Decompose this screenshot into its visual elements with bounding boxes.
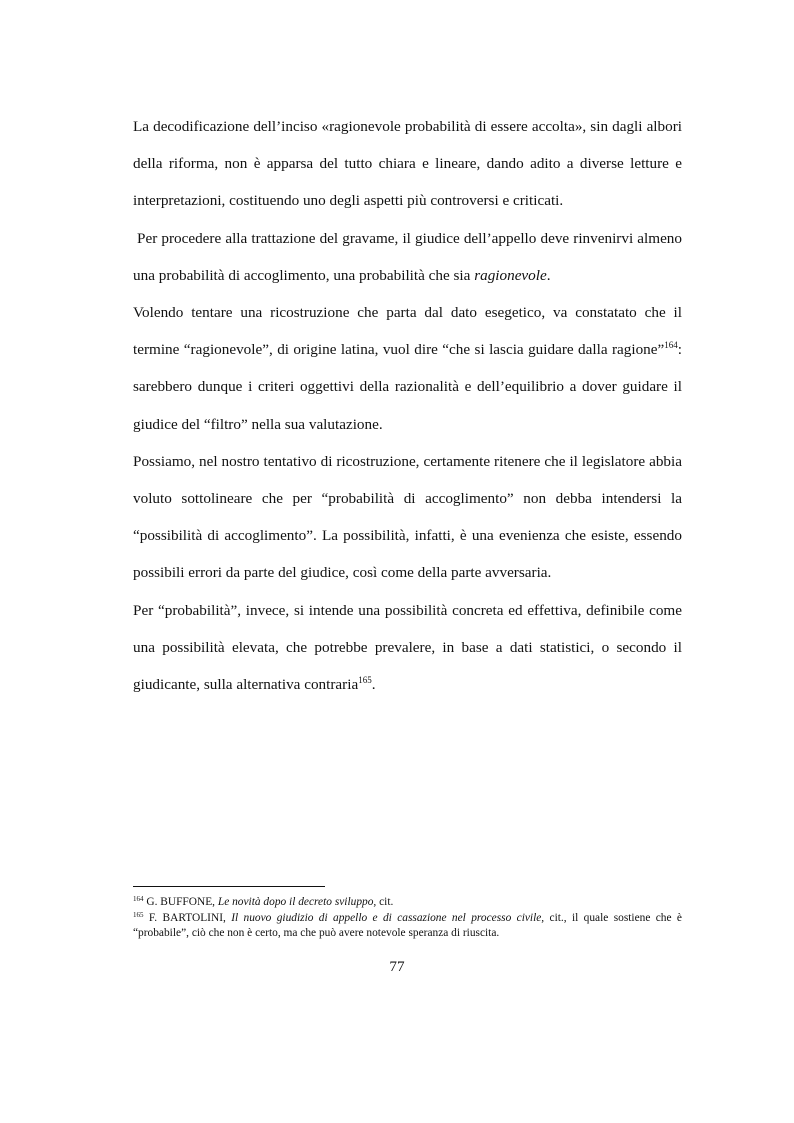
footnote-164-author: G. BUFFONE, [143, 896, 218, 908]
body-text [133, 108, 682, 703]
footnote-ref-164[interactable]: 164 [664, 340, 678, 351]
paragraph-5 [133, 592, 682, 704]
paragraph-2-italic: ragionevole [474, 266, 547, 284]
footnote-164-rest: cit. [376, 896, 394, 908]
footnote-164-number: 164 [133, 895, 144, 903]
footnote-165-rest: cit., il quale sostiene che è “probabile”, ciò che non è certo, ma che può avere notevole speranza di riuscita. [133, 911, 682, 940]
paragraph-1 [133, 108, 682, 220]
footnote-separator [133, 886, 325, 887]
page-number: 77 [389, 958, 405, 975]
footnote-165-author: F. BARTOLINI, [143, 911, 232, 924]
paragraph-2 [133, 220, 682, 294]
footnote-165 [133, 911, 682, 942]
paragraph-5-text-before: Per “probabilità”, invece, si intende una possibilità concreta ed effettiva, definibile come una possibilità elevata, che potrebbe prevalere, in base a dati statistici, o secondo il giudicante, sulla alternativa contraria [133, 601, 682, 694]
paragraph-4 [133, 443, 682, 592]
paragraph-1-text: La decodificazione dell’inciso «ragionevole probabilità di essere accolta», sin dagli albori della riforma, non è apparsa del tutto chiara e lineare, dando adito a diverse letture e interpretazioni, costituendo uno degli aspetti più controversi e criticati. [133, 118, 682, 210]
footnotes [133, 895, 682, 942]
footnote-165-number: 165 [133, 910, 144, 919]
paragraph-2-end: . [546, 266, 551, 284]
footnote-164 [133, 895, 682, 911]
paragraph-4-text: Possiamo, nel nostro tentativo di ricostruzione, certamente ritenere che il legislatore abbia voluto sottolineare che per “probabilità di accoglimento” non debba intendersi la “possibilità di accoglimento”. La possibilità, infatti, è una evenienza che esiste, essendo possibili errori da parte del giudice, così come della parte avversaria. [133, 452, 682, 582]
footnote-165-title: Il nuovo giudizio di appello e di cassazione nel processo civile, [231, 911, 545, 924]
paragraph-2-text: Per procedere alla trattazione del gravame, il giudice dell’appello deve rinvenirvi almeno una probabilità di accoglimento, una probabilità che sia [133, 229, 682, 284]
footnote-ref-165[interactable]: 165 [358, 675, 372, 686]
footnote-164-title: Le novità dopo il decreto sviluppo, [217, 896, 377, 908]
paragraph-5-text-after: . [371, 676, 376, 694]
paragraph-3-text-before: Volendo tentare una ricostruzione che parta dal dato esegetico, va constatato che il termine “ragionevole”, di origine latina, vuol dire “che si lascia guidare dalla ragione” [133, 304, 682, 359]
paragraph-3-text-after: : sarebbero dunque i criteri oggettivi della razionalità e dell’equilibrio a dover guidare il giudice del “filtro” nella sua valutazione. [133, 341, 682, 433]
paragraph-3 [133, 294, 682, 443]
